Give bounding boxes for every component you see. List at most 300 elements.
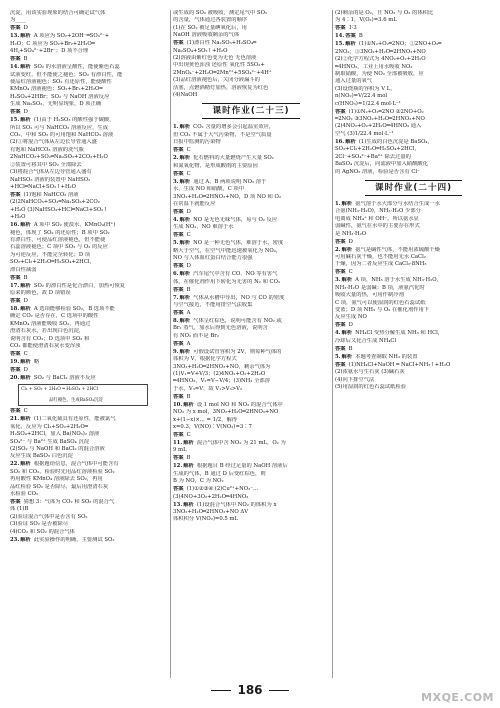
entry-label: 答案 [335,361,346,368]
entry-text: 的 AgNO₃ 溶液，检验是否含有 Cl⁻ [335,168,420,175]
answer-entry [173,209,329,216]
column-divider [332,10,333,678]
entry-line [10,298,168,305]
entry-line [173,455,329,462]
entry-label: 解析 [20,416,31,423]
entry-text: (2)2NaHCO₃+SO₂═Na₂SO₃+2CO₂ [10,199,100,206]
entry-text: 和氮氧化物，是形成酸雨的主要原因 [173,162,258,169]
answer-entry [10,499,168,536]
entry-text: (2)浓氨水与生石灰 (3)碱石灰 [335,369,405,376]
entry-line [10,514,168,521]
entry-line [335,354,492,361]
entry-label: 解析 [179,294,191,301]
question-number: 4. [173,216,179,223]
entry-line [335,239,492,246]
entry-text: 电离成 NH₄⁺ 和 OH⁻，所以氨水显 [335,215,419,222]
entry-text: 可用碱石灰干燥，也不能用无水 CaCl₂ [335,253,426,260]
entry-text: SO₂ 与 BaCl₂ 溶液不反应 [33,375,96,381]
entry-line [10,199,168,206]
entry-text: (4)NaOH [173,92,198,99]
question-number: 18. [10,305,20,312]
entry-line [335,269,492,276]
entry-text: B [186,455,191,462]
entry-line [173,255,329,262]
entry-text: 冷却后又化合生成 NH₄Cl [335,337,397,344]
entry-line [173,240,329,247]
answer-entry [173,124,329,146]
answer-entry [335,139,492,176]
answer-entry [173,310,329,317]
entry-line [335,49,492,56]
entry-line [173,186,329,193]
entry-line [335,64,492,71]
entry-line [335,277,492,284]
entry-line [173,155,329,162]
entry-label: 答案 [335,238,346,245]
entry-label: 答案 [10,367,21,373]
entry-line [335,101,492,108]
entry-text: 试液变红，但不能使之褪色；SO₂ 有漂白性，能 [10,71,123,78]
entry-label: 答案 [345,33,356,40]
entry-line [335,139,492,146]
entry-line [335,17,492,24]
entry-line [335,123,492,130]
entry-text: B [186,286,191,293]
diagram-text: Cl₂ + SO₂ + 2H₂O ═ H₂SO₄ + 2HCl [21,387,99,393]
entry-line [173,194,329,201]
entry-label: 答案 [335,322,346,329]
entry-text: 为 4∶1，V(O₂)=3.6 mL [335,17,397,24]
entry-line [10,125,168,132]
question-number: 21. [10,416,20,423]
entry-line [10,214,168,221]
entry-text: (3)品红溶液褪色后，关闭分液漏斗的 [173,77,260,84]
entry-label: 解析 [20,536,31,543]
entry-text: 石蕊溶液褪色；C 项中 SO₂ 与 O₂ 的反应 [10,244,108,251]
entry-text: B [23,56,28,63]
entry-text: 4H⁁+SO₄²⁻+2Br⁻；D 项不合理 [10,48,89,55]
entry-line [173,85,329,92]
entry-label: 解析 [183,501,194,508]
question-number: 14. [335,33,345,40]
entry-text: C [186,170,191,177]
answer-entry [10,461,168,498]
entry-line [335,109,492,116]
entry-text: 反应生成 NO [335,314,367,321]
entry-line [173,402,329,409]
entry-text: D [23,25,28,32]
entry-text: (2)①将混合气体从左边长导管通入盛 [10,139,97,146]
entry-text: 与空气接近，不能用排空气法收集 [173,301,253,308]
answer-entry [10,56,168,63]
entry-line [335,362,492,369]
entry-line [335,292,492,299]
entry-text: Na₂SO₄+SO₂↑+H₂O [173,47,228,54]
entry-text: 3NO₂+H₂O═2HNO₃+NO ΔV [173,509,249,516]
entry-text: +HCl═NaCl+SO₂↑+H₂O [10,183,77,190]
entry-line [10,17,168,24]
entry-line [10,506,168,513]
entry-text: A [186,340,191,347]
entry-line [173,394,329,401]
entry-line [173,364,329,371]
entry-text: C 项，氨气可以使湿润的红色石蕊试纸 [335,299,426,306]
entry-label: 解析 [341,277,353,284]
entry-text: (1)饱和 NaHCO₃ 溶液 [23,191,79,198]
entry-text: 体积积分 V(NO₂)=0.5 mL [173,516,239,523]
question-number: 8. [173,317,179,324]
entry-line [10,207,168,214]
entry-text: 所以 SO₂ 可与 NaHCO₃ 溶液反应，生成 [10,124,109,131]
entry-text: C [186,147,191,154]
entry-line [10,139,168,146]
entry-line [335,71,492,78]
entry-label: 解析 [183,440,194,446]
entry-text: (2)溶液由紫红色变为无色 无色溶液 [173,55,257,62]
entry-label: 答案 [173,455,184,462]
entry-line [173,132,329,139]
entry-text: 弱碱性，氨气在水中的主要存在形式 [335,223,420,230]
column-middle [173,10,329,678]
entry-line [10,290,168,297]
entry-line [173,263,329,270]
entry-line [10,154,168,161]
entry-line [173,179,329,186]
entry-text: 混合气体中含 NO₂ 为 21 mL，O₂ 为 [196,440,286,446]
entry-text: (1)①N₂+O₂═2NO；②2NO+O₂═ [358,41,442,48]
entry-text: SO₂ 和 CO₂，检验时先用品红溶液检验 SO₂ [10,468,115,475]
entry-text: 生成 Na₂SO₃，无明显现象，D 项正确 [10,101,102,108]
entry-label: 解析 [341,330,353,337]
column-right [335,10,492,678]
entry-line [173,25,329,32]
entry-line [173,70,329,77]
entry-line [173,341,329,348]
entry-line [173,17,329,24]
entry-text: ═4HNO₃，V₂=V−V/4；(3)NH₃ 全部溶 [173,378,270,385]
entry-label: 答案 [173,40,184,47]
question-number: 15. [10,117,20,124]
entry-line [10,476,168,483]
entry-line [10,169,168,176]
entry-line [10,499,168,506]
answer-entry [10,64,168,108]
answer-entry [173,263,329,270]
answer-entry [173,440,329,455]
question-number: 22. [10,461,20,468]
entry-line [335,169,492,176]
entry-line [335,384,492,391]
entry-label: 解析 [20,64,31,71]
entry-line [335,25,492,32]
answer-entry [173,463,329,485]
entry-label: 答案 [335,108,346,115]
entry-text: C [23,408,28,415]
answer-entry [335,362,492,392]
question-number: 16. [10,222,20,229]
entry-text: SO₂ 的水溶液呈酸性，能使紫色石蕊 [33,64,120,71]
entry-label: 解析 [179,271,191,278]
entry-line [335,377,492,384]
entry-text: 制取硝酸，为使 NO₂ 全部被吸收，应 [335,71,424,78]
entry-line [335,161,492,168]
entry-text: x+(1−x)×... = 1/2，解得 [173,416,238,423]
answer-entry [10,359,168,366]
entry-text: (3)设烧瓶的容积为 V L， [335,85,396,92]
answer-entry [10,367,168,374]
answer-entry [173,147,329,154]
entry-text: H₂O；C 项应为 SO₂+Br₂+2H₂O═ [10,40,95,47]
entry-line [10,351,168,358]
answer-entry [10,298,168,305]
entry-text: KMnO₄ 溶液褪色；SO₂+Br₂+2H₂O═ [10,86,103,93]
entry-line [335,261,492,268]
entry-line [10,328,168,335]
entry-label: 答案 [173,486,184,493]
answer-entry [173,271,329,286]
entry-label: 答案 [10,499,21,506]
entry-label: 解析 [20,461,31,468]
question-number: 19. [10,359,20,365]
entry-line [173,248,329,255]
entry-text: 化石燃料的大量燃烧产生大量 SO₂ [193,155,274,162]
answer-entry [10,537,168,544]
entry-line [10,484,168,491]
entry-line [10,283,168,290]
entry-text: A [186,309,191,316]
answer-entry [10,109,168,116]
answer-entry [335,247,492,269]
entry-line [10,184,168,191]
entry-line [10,424,168,431]
answer-entry [10,222,168,274]
answer-entry [173,287,329,294]
entry-line [173,417,329,424]
question-number: 5. [335,353,341,360]
entry-line [10,109,168,116]
entry-line [173,271,329,278]
entry-line [10,237,168,244]
answer-entry [10,306,168,350]
answer-entry [173,171,329,178]
entry-text: 氨气溶于水大部分与水结合生成一水 [355,200,440,207]
entry-line [173,386,329,393]
entry-label: 答案 [173,309,184,316]
answer-entry [10,25,168,32]
entry-line [10,259,168,266]
entry-line [173,139,329,146]
answer-entry [10,283,168,298]
entry-text: 于水，V₃=V，故 V₁>V₃>V₂ [173,385,243,392]
entry-text: KMnO₄ 溶液能吸收 SO₂，再通过 [10,320,91,327]
entry-text: 气体呈红棕色，说明可能含有 NO₂ 或 [193,317,282,324]
entry-text: (1)设混合气体中 NO₂ 的体积为 x [196,501,277,508]
entry-text: ②装置可将其中 SO₂ 全部除去 [10,161,82,168]
entry-label: 答案 [173,340,184,347]
entry-text: C [23,351,28,357]
column-left [10,10,168,678]
answer-entry [173,349,329,393]
entry-label: 解析 [179,178,191,185]
entry-text: D [186,263,191,270]
entry-text: (1)①N₂+O₂═2NO ②2NO+O₂ [348,108,424,115]
entry-label: 解析 [183,401,194,408]
answer-entry [10,192,168,222]
entry-text: (1)NH₄Cl+NaOH ═ NaCl+NH₃↑+H₂O [348,361,451,368]
entry-line [335,78,492,85]
entry-line [10,529,168,536]
entry-text: 3NO₂+H₂O═2HNO₃+NO，剩余气体为 [173,363,271,370]
entry-line [335,254,492,261]
entry-label: 解析 [20,375,31,381]
question-number: 10. [173,401,183,408]
answer-entry [335,239,492,246]
entry-line [335,201,492,208]
entry-label: 答案 [335,269,346,276]
entry-line [10,359,168,366]
entry-label: 解析 [20,222,31,229]
entry-line [173,232,329,239]
entry-line [335,231,492,238]
entry-text: B 为 NO，C 为 NO₂ [173,478,224,485]
entry-line [173,279,329,286]
entry-line [10,222,168,229]
entry-label: 答案 [173,432,184,438]
entry-text: B [348,345,353,352]
entry-text: (4)向下排空气法 [335,376,375,383]
entry-text: (2)SO₂ 与 NaOH 和 BaCl₂ 的混合溶液 [10,446,105,453]
answer-entry [10,10,168,25]
entry-line [10,117,168,124]
answer-entry [335,33,492,40]
answer-entry [173,318,329,340]
entry-text: 变蓝；D 项 NH₃ 与 O₂ 在催化剂作用下 [335,306,430,313]
question-number: 15. [335,41,345,48]
entry-text: +H₂O (3)NaHSO₃+HCl═NaCl+SO₂↑ [10,206,108,213]
entry-text: (3)将混合气体从左边导管通入盛有 [10,169,92,176]
section-title [335,180,492,196]
entry-text: 有漂白性，可使品红溶液褪色，但不能使 [10,236,106,243]
entry-text: 合氨(NH₃·H₂O)，NH₃·H₂O 少部分 [335,208,421,215]
entry-line [173,163,329,170]
entry-text: (1)在 SO₂ 被足量碘氧化后，用 [173,24,247,31]
entry-text: 为可逆反应，不能完全转化；D 项 [10,251,91,258]
entry-text: 干燥，因为二者反应生成 CaCl₂·8NH₃ [335,261,427,268]
question-number: 13. [10,33,20,40]
entry-line [10,64,168,71]
entry-label: 答案 [10,56,21,63]
entry-line [335,307,492,314]
entry-text: 是 NH₃·H₂O [335,230,367,237]
entry-text: 此实验操作的明确，主要测试 SO₂ [33,536,115,543]
entry-text: 2MnO₄⁻+2H₂O═2Mn²⁺+5SO₄²⁻+4H⁺ [173,69,272,76]
entry-line [335,154,492,161]
entry-text: 3NO₂+H₂O═2HNO₃+NO，D 项 NO 和 O₂ [173,193,282,200]
answer-entry [173,10,329,40]
answer-entry [335,109,492,139]
answer-entry [335,277,492,321]
answer-entry [173,502,329,524]
entry-text: 的含量，气体通过各装置的顺序 [173,17,248,24]
entry-line [10,48,168,55]
entry-line [335,322,492,329]
entry-text: A 项中 SO₂ 使溴水、KMnO₄(H⁺) [33,222,116,229]
entry-text: 9 mL [173,447,187,454]
section-title-text: 课时作业(二十三) [202,103,299,119]
entry-text: 可假设试管容积为 2V，则每种气体的 [193,348,282,355]
entry-text: 根据题给信息，混合气体中可能含有 [33,461,119,468]
entry-text: D [186,208,191,215]
entry-text: 1∶3 [348,25,357,32]
entry-line [10,446,168,453]
answer-entry [173,179,329,209]
entry-label: 答案 [10,408,21,415]
entry-text: 水，生成 NO 和硝酸，C 项中 [173,186,245,193]
entry-text: H₂SO₄+2HCl，加入 Ba(NO₃)₂ 溶液 [10,431,100,438]
entry-line [173,333,329,340]
entry-line [335,131,492,138]
answer-entry [335,322,492,329]
entry-line [173,356,329,363]
answer-entry [173,155,329,170]
entry-label: 解析 [20,305,31,312]
entry-line [335,93,492,100]
answer-entry [10,33,168,55]
entry-text: 2NaHCO₃+SO₂═Na₂SO₃+2CO₂+H₂O [10,154,108,161]
entry-text: 说明含有 CO₂；D 选项中 SO₂ 和 [10,335,90,342]
answer-entry [173,295,329,310]
section-title [173,103,329,119]
entry-text: ═4HNO₃，工业上用水吸收 NO₂ [335,63,413,70]
entry-text: 原来的颜色，故 D 项错误 [10,289,71,296]
entry-line [10,275,168,282]
entry-label: 解析 [179,124,191,131]
entry-label: 答案 [173,147,184,154]
answer-entry [173,40,329,99]
entry-text: NO 与人体血红蛋白结合能力很强 [173,255,253,262]
entry-line [173,62,329,69]
entry-line [10,431,168,438]
entry-line [10,147,168,154]
entry-line [173,55,329,62]
answer-entry [173,232,329,239]
question-number: 7. [173,294,179,301]
entry-label: 解析 [20,359,31,365]
entry-line [10,306,168,313]
entry-line [10,367,168,374]
entry-line [173,509,329,516]
entry-line [173,371,329,378]
entry-line [10,72,168,79]
entry-text: (3)4NO+3O₂+2H₂O═4HNO₃ [173,493,249,500]
entry-line [10,86,168,93]
entry-text: (5)用湿润的红色石蕊试纸检验 [335,384,407,390]
entry-line [335,116,492,123]
entry-line [173,287,329,294]
diagram-text: 品红褪色，生成BaSO₄沉淀 [49,398,103,404]
question-number: 12. [173,463,183,470]
entry-line [173,224,329,231]
question-number: 1. [173,124,179,131]
entry-line [10,408,168,415]
question-number: 17. [10,282,20,289]
entry-text: 水检验 CO₂ [10,491,39,498]
column-divider [170,10,171,678]
entry-label: 解析 [179,155,191,162]
entry-line [173,378,329,385]
entry-label: 解析 [341,200,353,207]
entry-text: (4)CO₂ 和 SO₂ 的混合气体 [10,528,75,535]
